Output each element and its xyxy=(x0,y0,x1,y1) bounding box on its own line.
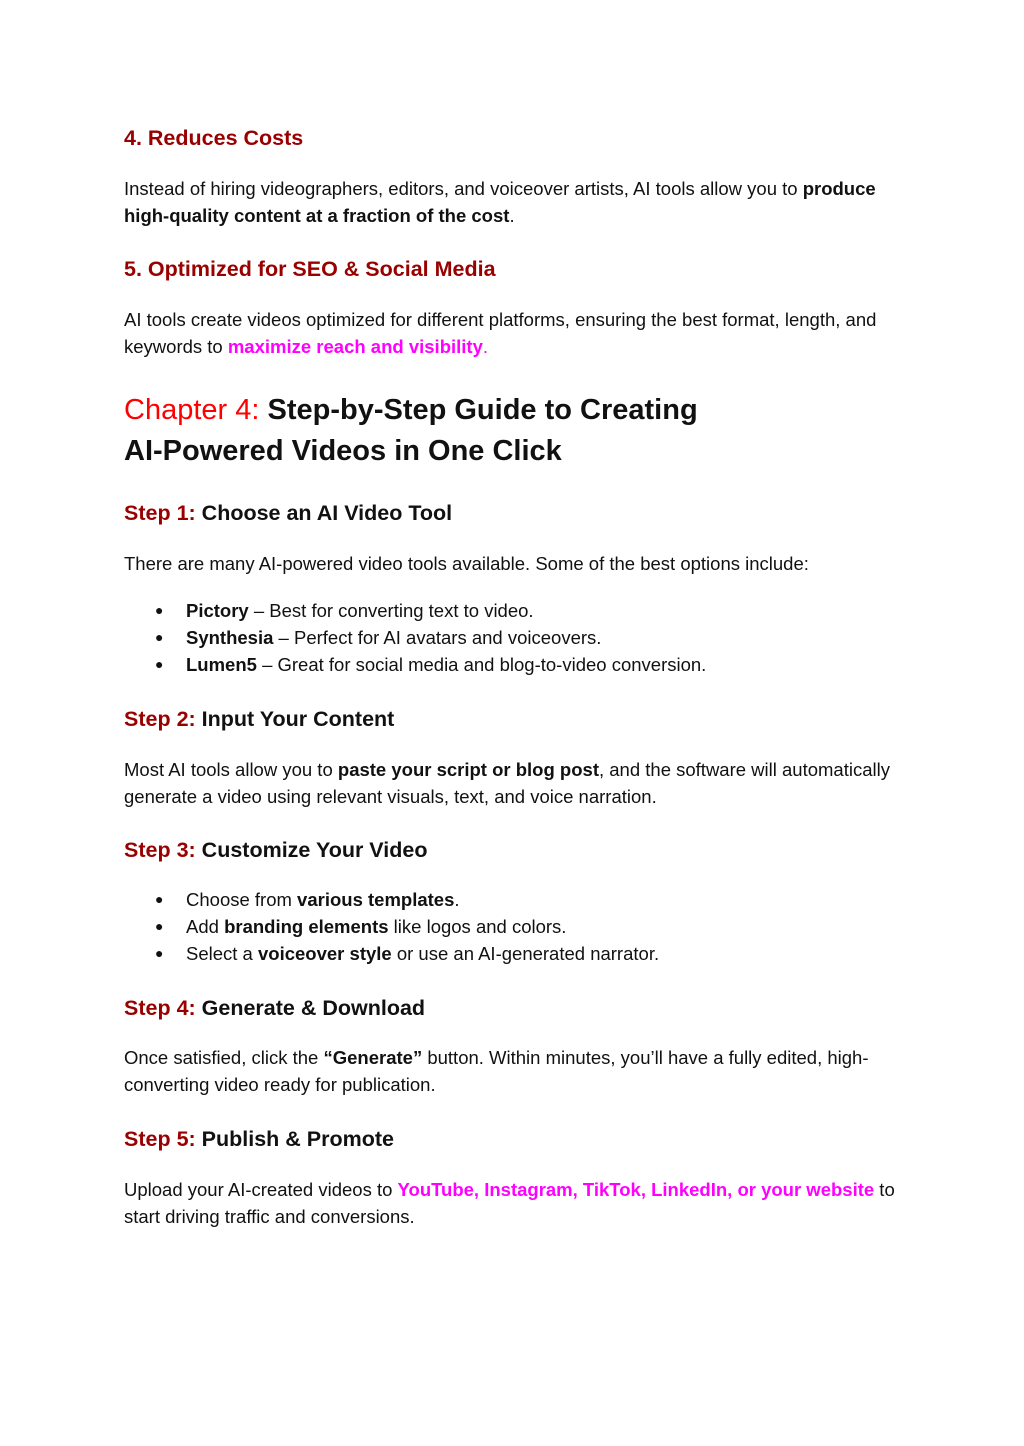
step-4-heading: Step 4: Generate & Download xyxy=(124,996,426,1020)
step-4-body: Once satisfied, click the “Generate” button. Within minutes, you’ll have a fully edited, high-converting video ready for publication. xyxy=(124,1047,869,1095)
list-item: ● Pictory – Best for converting text to video. xyxy=(124,597,914,624)
step-2-heading: Step 2: Input Your Content xyxy=(124,707,395,731)
list-item: ● Select a voiceover style or use an AI-generated narrator. xyxy=(124,940,914,967)
list-item: ● Choose from various templates. xyxy=(124,886,914,913)
step-5-body: Upload your AI-created videos to YouTube, Instagram, TikTok, LinkedIn, or your website to start driving traffic and conversions. xyxy=(124,1179,895,1227)
bullet-icon: ● xyxy=(155,891,164,907)
highlight-text: maximize reach and visibility xyxy=(227,336,483,357)
list-item: ● Add branding elements like logos and colors. xyxy=(124,913,914,940)
chapter-label: Chapter 4: xyxy=(124,394,260,426)
bullet-icon: ● xyxy=(155,629,164,645)
section-5-heading: 5. Optimized for SEO & Social Media xyxy=(124,257,496,281)
customize-list xyxy=(124,886,914,967)
section-4-heading: 4. Reduces Costs xyxy=(124,126,304,150)
list-item: ● Lumen5 – Great for social media and blog-to-video conversion. xyxy=(124,651,914,678)
chapter-title: Chapter 4: Step-by-Step Guide to Creating AI-Powered Videos in One Click xyxy=(124,394,698,467)
step-5-heading: Step 5: Publish & Promote xyxy=(124,1127,394,1151)
platform-list-highlight: YouTube, Instagram, TikTok, LinkedIn, or your website xyxy=(397,1179,875,1200)
step-1-heading: Step 1: Choose an AI Video Tool xyxy=(124,501,453,525)
list-item: ● Synthesia – Perfect for AI avatars and voiceovers. xyxy=(124,624,914,651)
step-3-heading: Step 3: Customize Your Video xyxy=(124,838,428,862)
step-1-intro: There are many AI-powered video tools available. Some of the best options include: xyxy=(124,553,809,574)
bullet-icon: ● xyxy=(155,656,164,672)
section-5-body: AI tools create videos optimized for different platforms, ensuring the best format, length, and keywords to maximize reach and visibility. xyxy=(124,309,877,357)
section-4-body: Instead of hiring videographers, editors, and voiceover artists, AI tools allow you to produce high-quality content at a fraction of the cost. xyxy=(124,178,876,226)
bullet-icon: ● xyxy=(155,602,164,618)
bullet-icon: ● xyxy=(155,918,164,934)
step-2-body: Most AI tools allow you to paste your script or blog post, and the software will automatically generate a video using relevant visuals, text, and voice narration. xyxy=(124,759,890,807)
bullet-icon: ● xyxy=(155,945,164,961)
tool-list xyxy=(124,597,914,678)
